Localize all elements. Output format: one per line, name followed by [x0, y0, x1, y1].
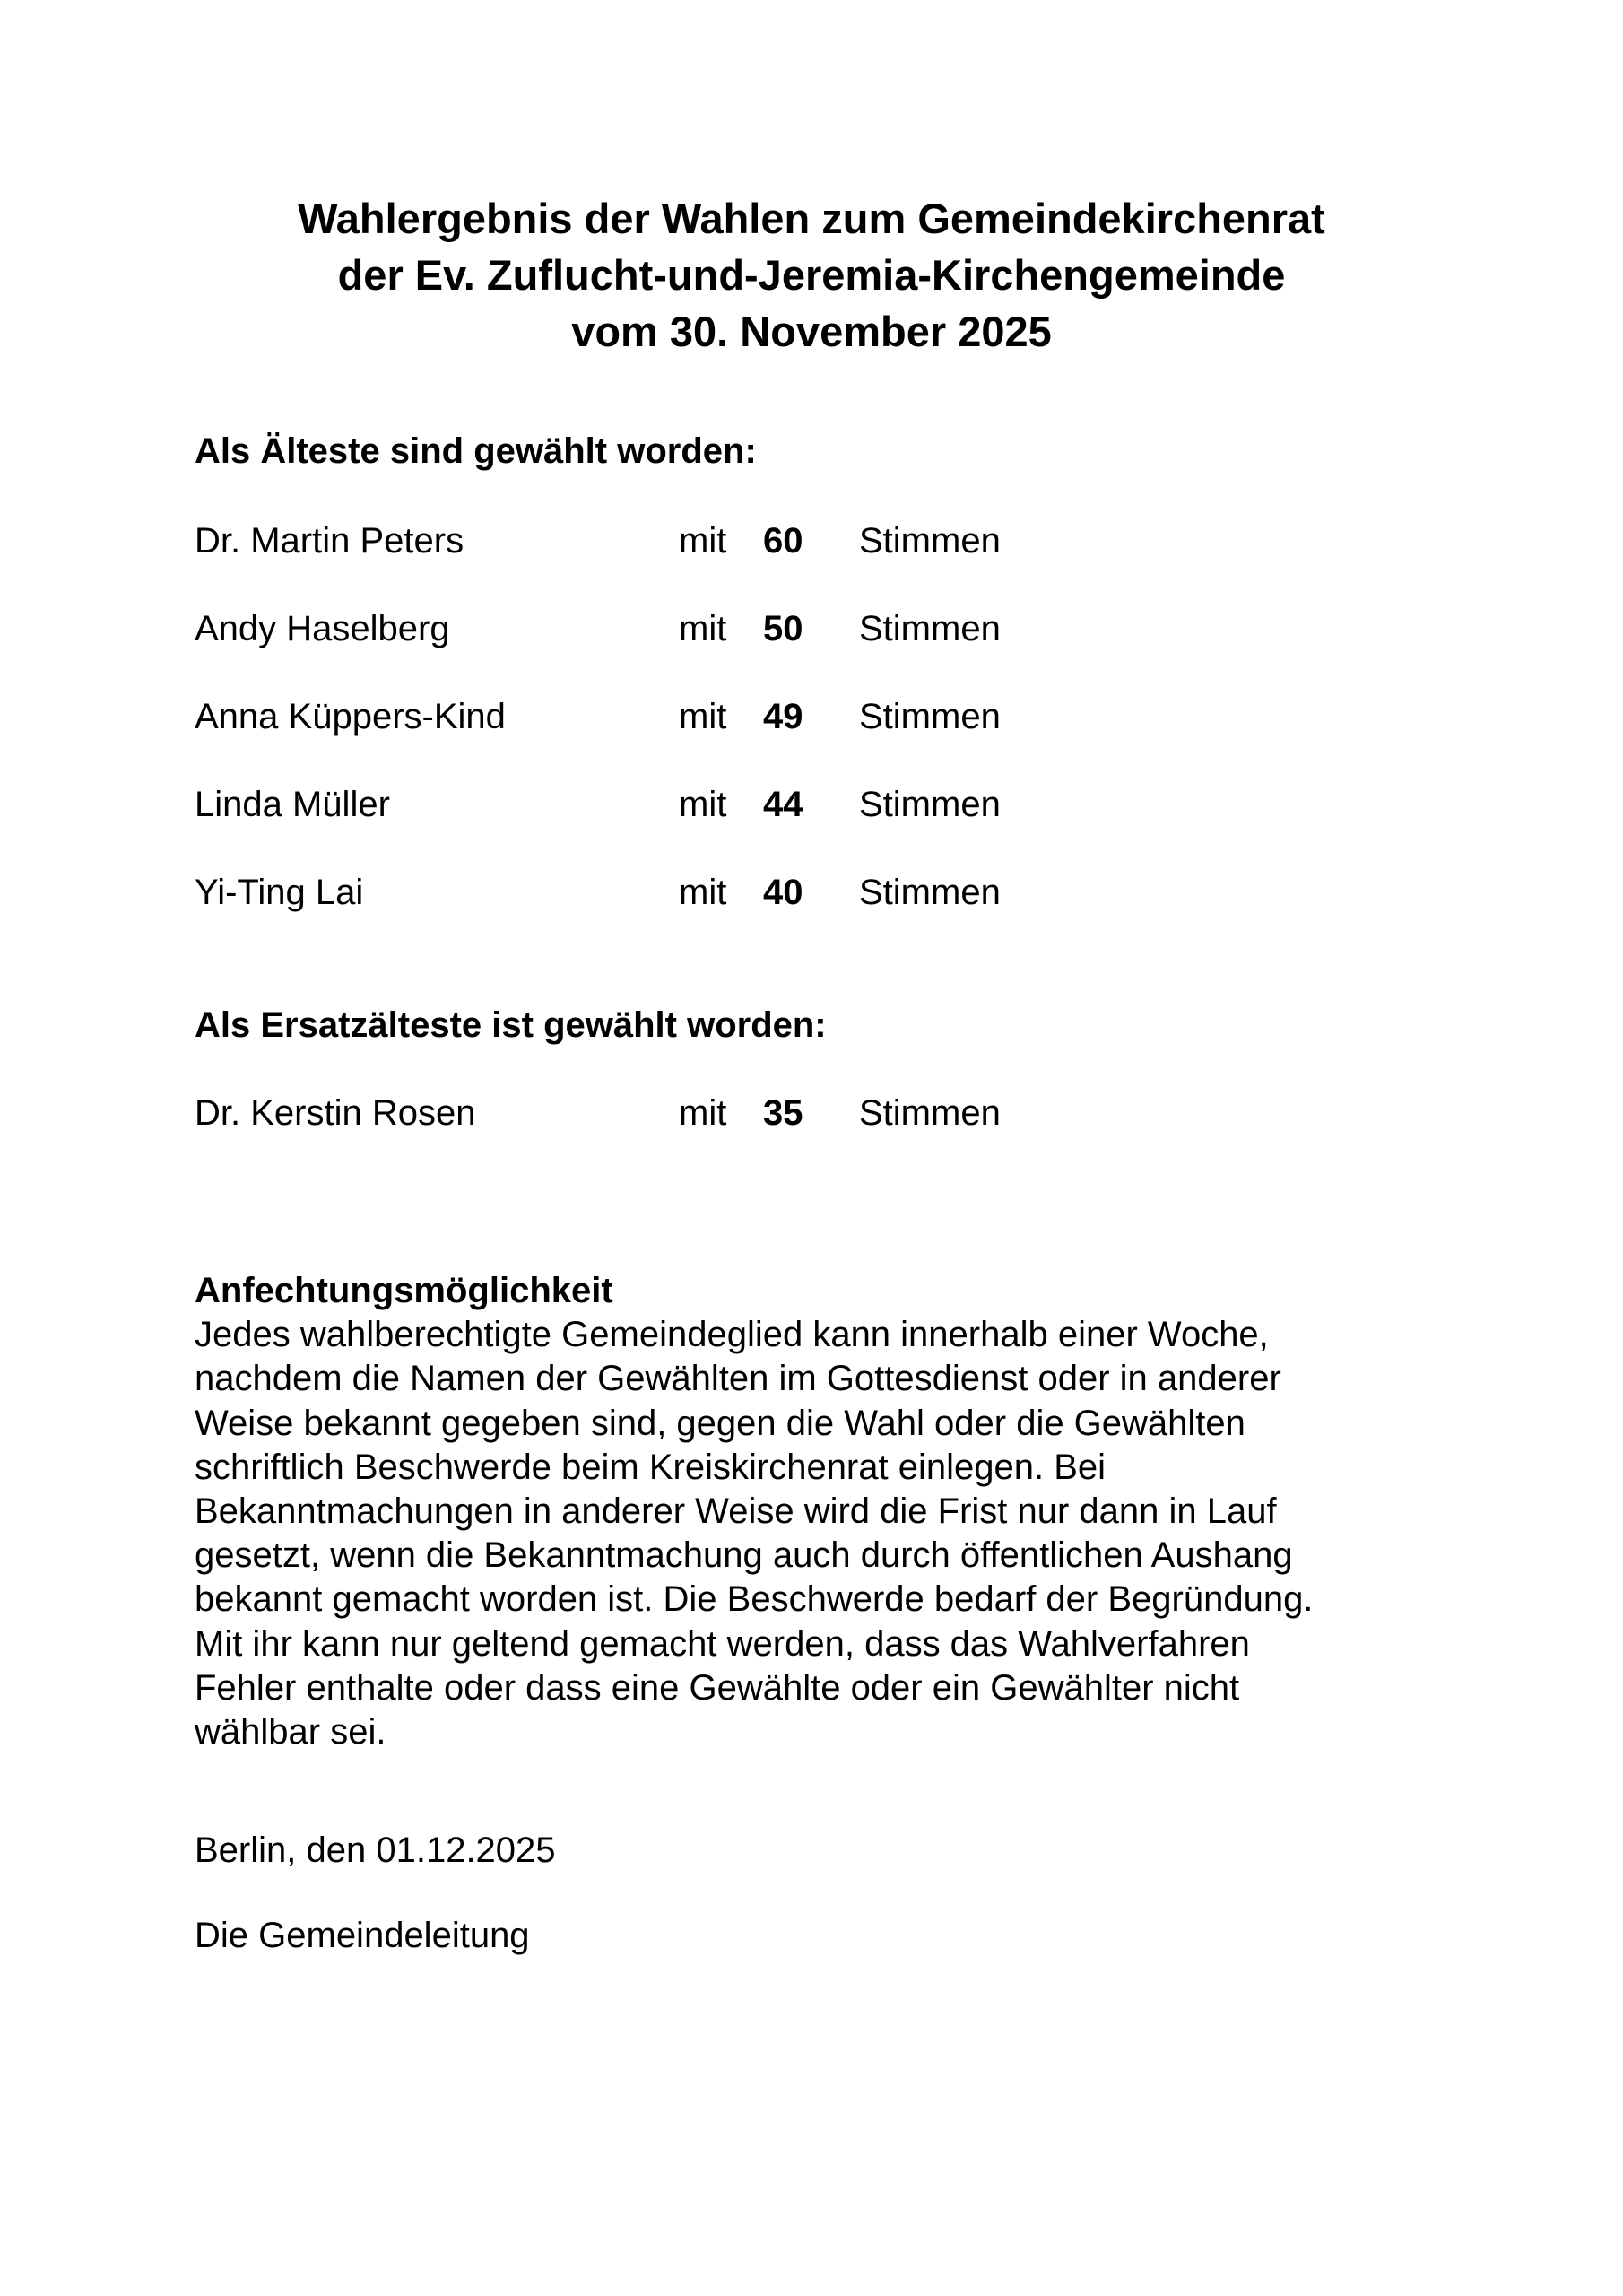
- candidate-name: Andy Haselberg: [195, 609, 450, 648]
- candidate-name: Dr. Kerstin Rosen: [195, 1093, 476, 1133]
- result-row: [0, 606, 1623, 651]
- vote-count: 50: [763, 609, 803, 648]
- appeal-text-line: nachdem die Namen der Gewählten im Gottesdienst oder in anderer: [195, 1359, 1281, 1399]
- votes-unit: Stimmen: [859, 785, 1001, 824]
- vote-count: 40: [763, 873, 803, 912]
- appeal-text-line: bekannt gemacht worden ist. Die Beschwerde bedarf der Begründung.: [195, 1579, 1314, 1620]
- substitute-heading: Als Ersatzälteste ist gewählt worden:: [195, 1005, 827, 1045]
- appeal-heading: Anfechtungsmöglichkeit: [195, 1271, 613, 1310]
- title-line-3: vom 30. November 2025: [571, 308, 1052, 355]
- appeal-section: [195, 1269, 1468, 1754]
- mit-label: mit: [679, 1093, 727, 1133]
- title-line-1: Wahlergebnis der Wahlen zum Gemeindekirchenrat: [298, 195, 1325, 242]
- votes-unit: Stimmen: [859, 609, 1001, 648]
- mit-label: mit: [679, 521, 727, 561]
- signature: Die Gemeindeleitung: [195, 1916, 530, 1955]
- place-date: Berlin, den 01.12.2025: [195, 1831, 556, 1870]
- candidate-name: Linda Müller: [195, 785, 390, 824]
- vote-count: 49: [763, 697, 803, 736]
- vote-count: 44: [763, 785, 803, 824]
- vote-count: 35: [763, 1093, 803, 1133]
- mit-label: mit: [679, 873, 727, 912]
- mit-label: mit: [679, 697, 727, 736]
- mit-label: mit: [679, 609, 727, 648]
- votes-unit: Stimmen: [859, 521, 1001, 561]
- appeal-text-line: Jedes wahlberechtigte Gemeindeglied kann innerhalb einer Woche,: [195, 1315, 1269, 1355]
- appeal-text-line: Mit ihr kann nur geltend gemacht werden, dass das Wahlverfahren: [195, 1623, 1250, 1664]
- appeal-text-line: Bekanntmachungen in anderer Weise wird die Frist nur dann in Lauf: [195, 1492, 1277, 1532]
- appeal-text-line: wählbar sei.: [195, 1712, 386, 1752]
- elders-heading: Als Älteste sind gewählt worden:: [195, 431, 757, 471]
- result-row: [0, 694, 1623, 739]
- document-title: [0, 190, 1623, 360]
- result-row: [0, 782, 1623, 827]
- appeal-text-line: Fehler enthalte oder dass eine Gewählte oder ein Gewählter nicht: [195, 1667, 1240, 1708]
- candidate-name: Dr. Martin Peters: [195, 521, 464, 561]
- appeal-text-line: schriftlich Beschwerde beim Kreiskirchenrat einlegen. Bei: [195, 1447, 1107, 1487]
- candidate-name: Anna Küppers-Kind: [195, 697, 506, 736]
- vote-count: 60: [763, 521, 803, 561]
- appeal-text-line: gesetzt, wenn die Bekanntmachung auch durch öffentlichen Aushang: [195, 1535, 1293, 1576]
- appeal-text-line: Weise bekannt gegeben sind, gegen die Wahl oder die Gewählten: [195, 1403, 1245, 1443]
- result-row: [0, 518, 1623, 563]
- result-row: [0, 1091, 1623, 1135]
- candidate-name: Yi-Ting Lai: [195, 873, 364, 912]
- title-line-2: der Ev. Zuflucht-und-Jeremia-Kirchengemeinde: [337, 251, 1286, 299]
- votes-unit: Stimmen: [859, 697, 1001, 736]
- votes-unit: Stimmen: [859, 873, 1001, 912]
- votes-unit: Stimmen: [859, 1093, 1001, 1133]
- result-row: [0, 870, 1623, 915]
- mit-label: mit: [679, 785, 727, 824]
